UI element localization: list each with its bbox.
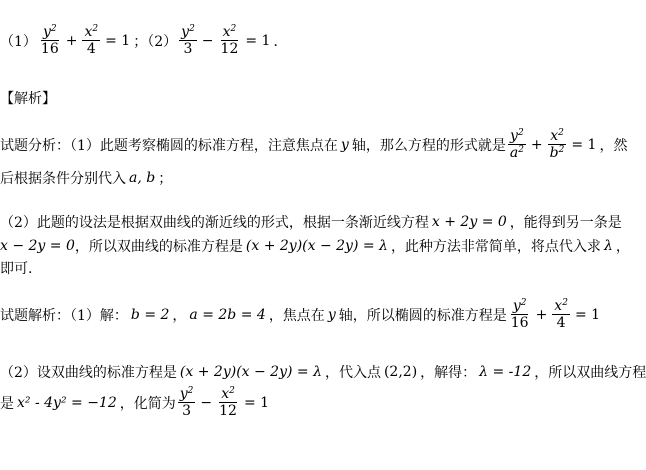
fraction: $\frac{x^2}{4}$	[84, 24, 99, 57]
fraction: $\frac{x^2}{12}$	[219, 386, 237, 419]
answer-part2-label: ；（2）	[133, 33, 178, 50]
analysis-heading: 【解析】	[0, 91, 56, 107]
analysis-line-4: x − 2y = 0 ，所以双曲线的标准方程是 (x + 2y)(x − 2y) = λ ，此种方法非常简单，将点代入求 λ ，	[0, 238, 630, 255]
analysis-line-1: 试题分析：（1）此题考察椭圆的标准方程，注意焦点在 y 轴，那么方程的形式就是 $\frac{y^2}{a^2}$ + $\frac{x^2}{b^2}$ = 1 ，然	[0, 128, 628, 161]
answer-line: （1） $\frac{y^2}{16}$ + $\frac{x^2}{4}$ = 1 ；（2） $\frac{y^2}{3}$ − $\frac{x^2}{12}$ = 1 ．	[0, 24, 288, 57]
solution-line-2: （2）设双曲线的标准方程是 (x + 2y)(x − 2y) = λ ，代入点 (2,2) ，解得： λ = -12 ，所以双曲线方程	[0, 364, 646, 381]
analysis-line-3: （2）此题的设法是根据双曲线的渐近线的形式，根据一条渐近线方程 x + 2y = 0 ，能得到另一条是	[0, 214, 622, 231]
analysis-line-5: 即可.	[0, 261, 33, 277]
fraction: $\frac{y^2}{3}$	[179, 386, 194, 419]
answer-part1-label: （1）	[0, 33, 37, 50]
analysis-line-2: 后根据条件分别代入 a, b ；	[0, 170, 173, 187]
fraction: $\frac{y^2}{16}$	[510, 298, 529, 331]
fraction: $\frac{y^2}{16}$	[40, 24, 59, 57]
fraction: $\frac{x^2}{b^2}$	[549, 128, 565, 161]
fraction: $\frac{x^2}{4}$	[554, 298, 568, 331]
fraction: $\frac{x^2}{12}$	[220, 24, 239, 57]
solution-line-1: 试题解析：（1）解： b = 2 ， a = 2b = 4 ，焦点在 y 轴，所以椭圆的标准方程是 $\frac{y^2}{16}$ + $\frac{x^2}{4}$ = 1	[0, 298, 601, 331]
solution-line-3: 是 x² - 4y² = −12 ，化简为 $\frac{y^2}{3}$ − $\frac{x^2}{12}$ = 1	[0, 386, 270, 419]
fraction: $\frac{y^2}{3}$	[181, 24, 195, 57]
fraction: $\frac{y^2}{a^2}$	[509, 128, 524, 161]
